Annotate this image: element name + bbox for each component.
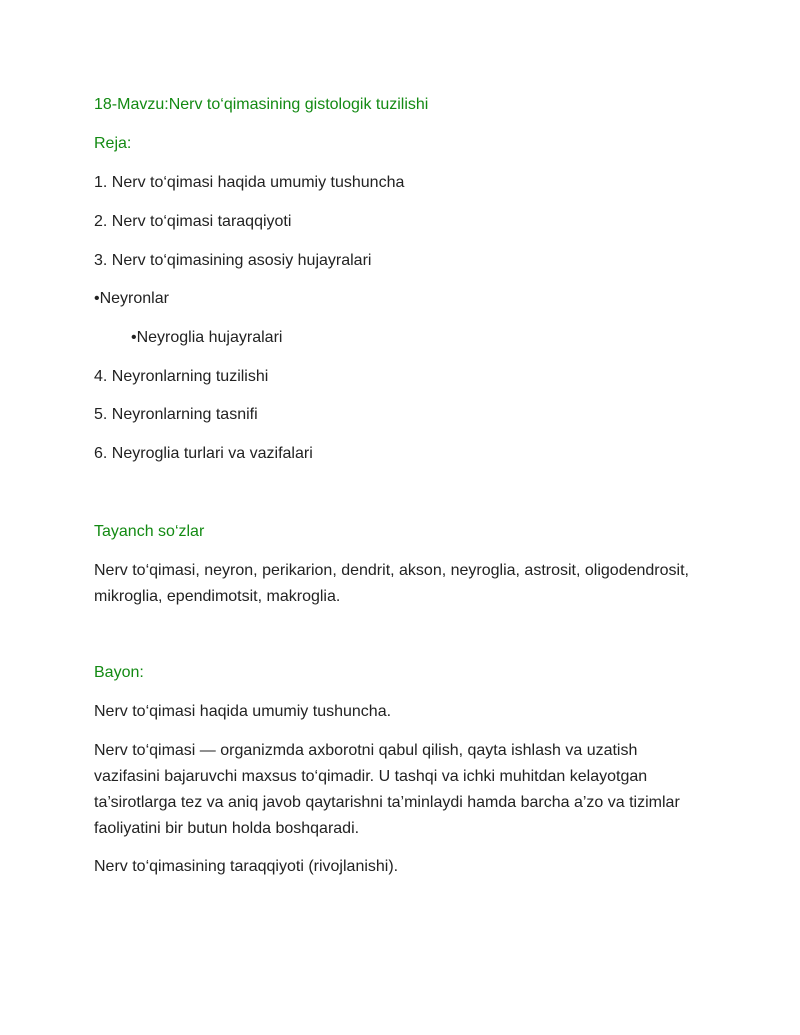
plan-item: 5. Neyronlarning tasnifi [94,406,258,423]
plan-item: 3. Nerv to‘qimasining asosiy hujayralari [94,252,372,269]
plan-heading: Reja: [94,135,132,152]
keywords-text: Nerv to‘qimasi, neyron, perikarion, dendrit, akson, neyroglia, astrosit, oligodendrosit, mikroglia, ependimotsit, makroglia. [94,562,689,605]
plan-item: 2. Nerv to‘qimasi taraqqiyoti [94,213,292,230]
plan-item: 4. Neyronlarning tuzilishi [94,368,269,385]
body-next-heading: Nerv to‘qimasining taraqqiyoti (rivojlanishi). [94,858,399,875]
plan-subitem: •Neyroglia hujayralari [131,329,283,346]
plan-subitem: •Neyronlar [94,290,169,307]
body-paragraph: Nerv to‘qimasi — organizmda axborotni qabul qilish, qayta ishlash va uzatish vazifasini bajaruvchi maxsus to‘qimadir. U tashqi va ichki muhitdan kelayotgan ta’sirotlarga tez va aniq javob qaytarishni ta’minlaydi hamda barcha a’zo va tizimlar faoliyatini bir butun holda boshqaradi. [94,742,680,837]
keywords-heading: Tayanch so‘zlar [94,523,205,540]
document-title: 18-Mavzu:Nerv to‘qimasining gistologik tuzilishi [94,96,429,113]
body-heading: Bayon: [94,664,144,681]
body-subheading: Nerv to‘qimasi haqida umumiy tushuncha. [94,703,392,720]
plan-item: 1. Nerv to‘qimasi haqida umumiy tushuncha [94,174,405,191]
plan-item: 6. Neyroglia turlari va vazifalari [94,445,313,462]
